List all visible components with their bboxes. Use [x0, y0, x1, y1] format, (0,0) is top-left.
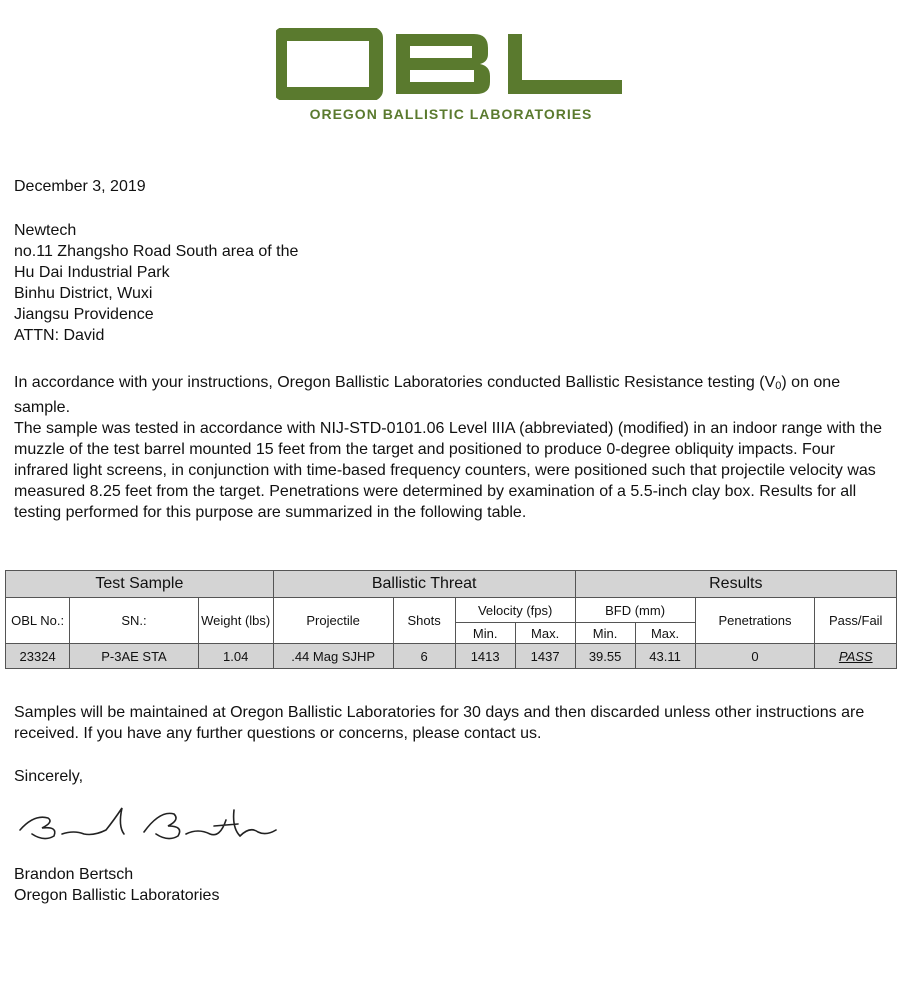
cell-sn: P-3AE STA — [70, 644, 198, 669]
cell-penetrations: 0 — [695, 644, 815, 669]
col-penetrations: Penetrations — [695, 598, 815, 644]
results-table — [5, 570, 897, 669]
sign-off: Sincerely, — [14, 768, 84, 785]
col-shots: Shots — [393, 598, 455, 644]
col-bfd-max: Max. — [635, 623, 695, 644]
col-bfd-min: Min. — [575, 623, 635, 644]
group-ballistic-threat: Ballistic Threat — [273, 571, 575, 598]
address-line: Jiangsu Providence — [14, 306, 154, 323]
lab-name: OREGON BALLISTIC LABORATORIES — [309, 106, 593, 122]
address-line: Binhu District, Wuxi — [14, 285, 153, 302]
recipient-address — [14, 220, 888, 346]
closing-paragraph: Samples will be maintained at Oregon Ballistic Laboratories for 30 days and then discarded unless other instructions are received. If you have any further questions or concerns, please contact us. — [14, 704, 865, 742]
cell-weight: 1.04 — [198, 644, 273, 669]
cell-projectile: .44 Mag SJHP — [273, 644, 393, 669]
obl-logo — [276, 28, 626, 100]
col-bfd: BFD (mm) — [575, 598, 695, 623]
intro-paragraph-1: In accordance with your instructions, Oregon Ballistic Laboratories conducted Ballistic Resistance testing (V0) on one sample. — [14, 374, 841, 416]
signer-block — [14, 864, 888, 906]
table-group-header — [6, 571, 897, 598]
intro-text — [14, 372, 888, 523]
cell-shots: 6 — [393, 644, 455, 669]
address-line: ATTN: David — [14, 327, 105, 344]
cell-obl-no: 23324 — [6, 644, 70, 669]
table-row — [6, 644, 897, 669]
col-pass-fail: Pass/Fail — [815, 598, 897, 644]
cell-bfd-min: 39.55 — [575, 644, 635, 669]
col-sn: SN.: — [70, 598, 198, 644]
table-column-header — [6, 598, 897, 623]
intro-paragraph-2: The sample was tested in accordance with NIJ-STD-0101.06 Level IIIA (abbreviated) (modified) in an indoor range with the muzzle of the test barrel mounted 15 feet from the target and positioned to produce 0-degree obliquity impacts. Four infrared light screens, in conjunction with time-based frequency counters, were positioned such that projectile velocity was measured 8.25 feet from the target. Penetrations were determined by examination of a 5.5-inch clay box. Results for all testing performed for this purpose are summarized in the following table. — [14, 420, 882, 521]
cell-pass-fail: PASS — [815, 644, 897, 669]
group-test-sample: Test Sample — [6, 571, 274, 598]
letterhead — [0, 28, 902, 122]
group-results: Results — [575, 571, 896, 598]
address-line: Newtech — [14, 222, 77, 239]
address-line: Hu Dai Industrial Park — [14, 264, 170, 281]
col-velocity: Velocity (fps) — [455, 598, 575, 623]
col-velocity-min: Min. — [455, 623, 515, 644]
col-projectile: Projectile — [273, 598, 393, 644]
col-obl-no: OBL No.: — [6, 598, 70, 644]
signer-name: Brandon Bertsch — [14, 866, 134, 883]
address-line: no.11 Zhangsho Road South area of the — [14, 243, 299, 260]
col-velocity-max: Max. — [515, 623, 575, 644]
handwritten-signature — [14, 800, 284, 850]
letter-date: December 3, 2019 — [14, 178, 146, 195]
signer-org: Oregon Ballistic Laboratories — [14, 887, 220, 904]
col-weight: Weight (lbs) — [198, 598, 273, 644]
cell-velocity-max: 1437 — [515, 644, 575, 669]
cell-velocity-min: 1413 — [455, 644, 515, 669]
cell-bfd-max: 43.11 — [635, 644, 695, 669]
